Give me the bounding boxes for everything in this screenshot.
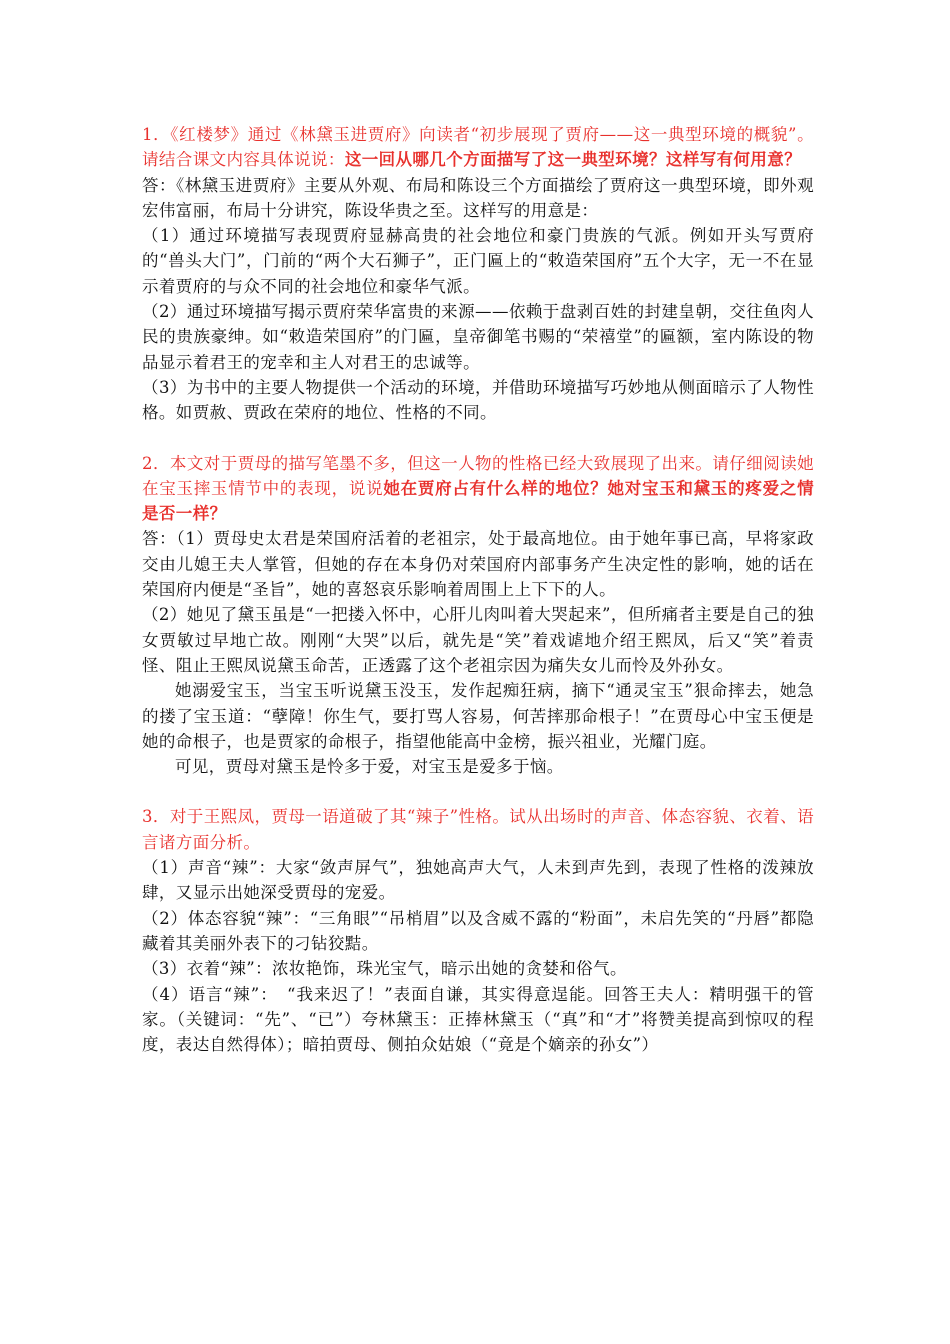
question-3: 3．对于王熙凤，贾母一语道破了其“辣子”性格。试从出场时的声音、体态容貌、衣着、语言诸方面分析。 (142, 807, 814, 852)
question-2 (142, 451, 814, 527)
question-2-emphasis: 她在贾府占有什么样的地位？她对宝玉和黛玉的疼爱之情是否一样？ (142, 478, 815, 524)
answer-1-point-2: （2）通过环境描写揭示贾府荣华富贵的来源——依赖于盘剥百姓的封建皇朝，交往鱼肉人民的贵族豪绅。如“敕造荣国府”的门匾，皇帝御笔书赐的“荣禧堂”的匾额，室内陈设的物品显示着君王的宠幸和主人对君王的忠诚等。 (142, 302, 814, 372)
answer-2-conclusion: 可见，贾母对黛玉是怜多于爱，对宝玉是爱多于恼。 (175, 757, 564, 777)
answer-3-point-4: （4）语言“辣”： “我来迟了！”表面自谦，其实得意逞能。回答王夫人：精明强干的管家。（关键词：“先”、“已”）夸林黛玉：正捧林黛玉（“真”和“才”将赞美提高到惊叹的程度，表达自然得体）；暗拍贾母、侧拍众姑娘（“竟是个嫡亲的孙女”） (142, 984, 814, 1055)
answer-2-point-2: （2）她见了黛玉虽是“一把搂入怀中，心肝儿肉叫着大哭起来”，但所痛者主要是自己的独女贾敏过早地亡故。刚刚“大哭”以后，就先是“笑”着戏谑地介绍王熙凤，后又“笑”着责怪、阻止王熙凤说黛玉命苦，正透露了这个老祖宗因为痛失女儿而怜及外孙女。 (142, 605, 814, 675)
question-1-text: 1．《红楼梦》通过《林黛玉进贾府》向读者“初步展现了贾府——这一典型环境的概貌”。请结合课文内容具体说说： (142, 125, 814, 170)
answer-1-point-1: （1）通过环境描写表现贾府显赫高贵的社会地位和豪门贵族的气派。例如开头写贾府的“兽头大门”，门前的“两个大石狮子”，正门匾上的“敕造荣国府”五个大字，无一不在显示着贾府的与众不同的社会地位和豪华气派。 (142, 226, 814, 296)
answer-2-point-1: 答：（1）贾母史太君是荣国府活着的老祖宗，处于最高地位。由于她年事已高，早将家政交由儿媳王夫人掌管，但她的存在本身仍对荣国府内部事务产生决定性的影响，她的话在荣国府内便是“圣旨”，她的喜怒哀乐影响着周围上上下下的人。 (142, 529, 814, 600)
answer-3-point-3: （3）衣着“辣”：浓妆艳饰，珠光宝气，暗示出她的贪婪和俗气。 (142, 959, 627, 979)
document-content (142, 122, 814, 1057)
answer-1-point-3: （3）为书中的主要人物提供一个活动的环境，并借助环境描写巧妙地从侧面暗示了人物性格。如贾赦、贾政在荣府的地位、性格的不同。 (142, 377, 814, 423)
answer-1-intro: 答：《林黛玉进贾府》主要从外观、布局和陈设三个方面描绘了贾府这一典型环境，即外观宏伟富丽，布局十分讲究，陈设华贵之至。这样写的用意是： (142, 175, 814, 220)
answer-3-point-1: （1）声音“辣”：大家“敛声屏气”，独她高声大气，人未到声先到，表现了性格的泼辣放肆，又显示出她深受贾母的宠爱。 (142, 858, 814, 903)
question-1 (142, 122, 814, 173)
section-spacer (142, 779, 814, 804)
answer-3-point-2: （2）体态容貌“辣”：“三角眼”“吊梢眉”以及含威不露的“粉面”，未启先笑的“丹唇”都隐藏着其美丽外表下的刁钻狡黠。 (142, 908, 814, 953)
question-1-emphasis: 这一回从哪几个方面描写了这一典型环境？这样写有何用意？ (344, 150, 802, 170)
question-2-text: 2．本文对于贾母的描写笔墨不多，但这一人物的性格已经大致展现了出来。请仔细阅读她在宝玉摔玉情节中的表现，说说 (142, 453, 814, 498)
section-spacer (142, 426, 814, 451)
answer-2-paragraph-3: 她溺爱宝玉，当宝玉听说黛玉没玉，发作起痴狂病，摘下“通灵宝玉”狠命摔去，她急的搂了宝玉道：“孽障！你生气，要打骂人容易，何苦摔那命根子！”在贾母心中宝玉便是她的命根子，也是贾家的命根子，指望他能高中金榜，振兴祖业，光耀门庭。 (142, 681, 814, 751)
